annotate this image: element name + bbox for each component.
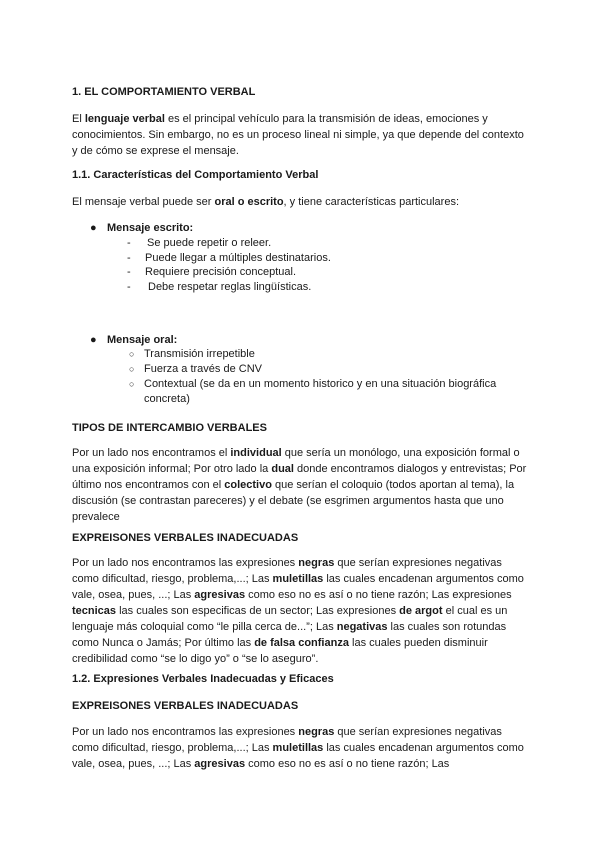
paragraph-tipos-intercambio: Por un lado nos encontramos el individual que sería un monólogo, una exposición formal o una exposición informal; Por otro lado la dual donde encontramos dialogos y entrevistas; Por último nos encontramos con el colectivo que serían el coloquio (todos aportan al tema), la discusión (se contrastan pareceres) y el debate (se esgrimen argumentos hasta que uno prevalece	[72, 447, 527, 523]
circle-bullet-icon: ○	[129, 349, 135, 359]
paragraph-mensaje-verbal: El mensaje verbal puede ser oral o escrito, y tiene características particulares:	[72, 196, 460, 208]
paragraph-lenguaje-verbal: El lenguaje verbal es el principal vehículo para la transmisión de ideas, emociones y conocimientos. Sin embargo, no es un proceso lineal ni simple, ya que depende del contexto y de cómo se exprese el mensaje.	[72, 113, 524, 157]
list-subitem: ○ Contextual (se da en un momento historico y en una situación biográfica concreta)	[129, 378, 497, 405]
list-item-mensaje-oral: ● Mensaje oral:	[90, 334, 178, 346]
list-subitem: - Requiere precisión conceptual.	[127, 266, 297, 278]
dash-marker: -	[127, 252, 131, 264]
dash-marker: -	[127, 266, 131, 278]
heading-caracteristicas: 1.1. Características del Comportamiento Verbal	[72, 169, 319, 181]
list-subitem: - Debe respetar reglas lingüísticas.	[127, 281, 312, 293]
circle-bullet-icon: ○	[129, 379, 135, 389]
list-subitem: - Puede llegar a múltiples destinatarios.	[127, 252, 331, 264]
heading-comportamiento-verbal: 1. EL COMPORTAMIENTO VERBAL	[72, 86, 256, 98]
dash-marker: -	[127, 237, 131, 249]
bullet-icon: ●	[90, 334, 97, 346]
heading-expresiones-eficaces: 1.2. Expresiones Verbales Inadecuadas y Eficaces	[72, 673, 334, 685]
list-subitem: ○ Fuerza a través de CNV	[129, 363, 262, 375]
paragraph-expresiones-inadecuadas-2: Por un lado nos encontramos las expresiones negras que serían expresiones negativas como dificultad, riesgo, problema,...; Las muletillas las cuales encadenan argumentos como vale, osea, pues, ...; Las agresivas como eso no es así o no tiene razón; Las	[72, 726, 524, 770]
list-item-mensaje-escrito: ● Mensaje escrito:	[90, 222, 194, 234]
circle-bullet-icon: ○	[129, 364, 135, 374]
bullet-icon: ●	[90, 222, 97, 234]
list-subitem: - Se puede repetir o releer.	[127, 237, 272, 249]
heading-expresiones-inadecuadas-2: EXPREISONES VERBALES INADECUADAS	[72, 700, 299, 712]
paragraph-expresiones-inadecuadas: Por un lado nos encontramos las expresiones negras que serían expresiones negativas como dificultad, riesgo, problema,...; Las muletillas las cuales encadenan argumentos como vale, osea, pues, ...; Las agresivas como eso no es así o no tiene razón; Las expresiones tecnicas las cuales son especificas de un sector; Las expresiones de argot el cual es un lenguaje más coloquial como “le pilla cerca de...”; Las negativas las cuales son rotundas como Nunca o Jamás; Por último las de falsa confianza las cuales pueden disminuir credibilidad como “se lo digo yo” o “se lo aseguro”.	[72, 557, 524, 665]
dash-marker: -	[127, 281, 131, 293]
heading-tipos-intercambio: TIPOS DE INTERCAMBIO VERBALES	[72, 422, 267, 434]
list-subitem: ○ Transmisión irrepetible	[129, 348, 255, 360]
heading-expresiones-inadecuadas: EXPREISONES VERBALES INADECUADAS	[72, 532, 299, 544]
